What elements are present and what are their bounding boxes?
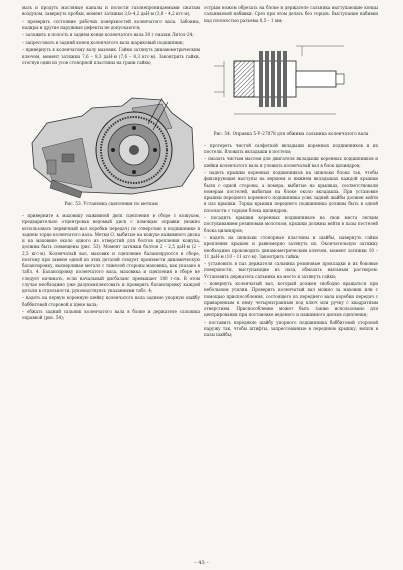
figure-53-engine-clutch bbox=[22, 68, 200, 200]
right-paragraph-6: – надеть на шпильки стопорные пластины и шайбы, навернуть гайки крепления крышек и равномерно затянуть их. Окончательную затяжку необходимо производить динамометрическим ключом, момент затяжки 10 – 11 даН·м (10 – 11 кгс·м). Законтрить гайки; bbox=[204, 235, 378, 259]
left-paragraph-5: – привернуть к коленчатому валу маховик. Гайки затянуть динамометрическим ключом, момент затяжки 7,6 – 8,3 даН·м (7,6 – 8,3 кгс·м). Законтрить гайки, отогнув один из усов стопорной пластины на грани гайки; bbox=[22, 47, 200, 65]
figure-54-caption: Рис. 54. Оправка 5-У-27878 для обжима сальника коленчатого вала bbox=[213, 131, 369, 137]
left-paragraph-3: – заложить в полость в заднем конце коленчатого вала 30 г смазки Литол-24; bbox=[22, 32, 194, 38]
right-paragraph-3: – смазать чистым маслом для двигателя вкладыши коренных подшипников и шейки коленчатого вала и уложить коленчатый вал в блок цилиндров; bbox=[204, 156, 378, 168]
right-paragraph-4: – надеть крышки коренных подшипников на шпильки блока так, чтобы фиксирующие выступы на верхнем и нижнем вкладышах каждой крышки были с одной стороны, а номера, выбитые на крышках, соответствовали номерам постелей, выбитым на блоке около вкладыша. При установке крышки переднего коренного подшипника усик задней шайбы должен войти в паз крышки. Торцы крышки переднего подшипника должны быть в одной плоскости с торцом блока цилиндров; bbox=[204, 170, 378, 213]
right-column bbox=[204, 5, 378, 340]
left-paragraph-6: – приверните к маховику нажимной диск сцепления в сборе с кожухом, предварительно отцентровав ведомый диск с помощью оправки (можно использовать первичный вал коробки передач) по отверстию в подшипнике в заднем торце коленчатого вала. Метки О, выбитые на кожухе нажимного диска и на маховике около одного из отверстий для болтов крепления кожуха, должны быть совмещены (рис. 53). Момент затяжки болтов 2 – 2,5 даН·м (2 – 2,5 кгс·м). Коленчатый вал, маховик и сцепление балансируются в сборе, поэтому при замене одной из этих деталей следует произвести динамическую балансировку, высверливая металл с тяжелой стороны маховика, как указано в табл. 4. Балансировку коленчатого вала, маховика и сцепления в сборе не следует начинать, если начальный дисбаланс превышает 180 г·см. В этом случае необходимо уже разукомплектовать и проверить балансировку каждой детали в отдельности, руководствуясь указанными табл. 4; bbox=[22, 213, 200, 293]
right-paragraph-5: – посадить крышки коренных подшипников на свои места легким постукиванием резиновым молотком, крышки должны войти в пазы постелей блока цилиндров; bbox=[204, 215, 378, 233]
right-paragraph-8: – повернуть коленчатый вал, который должен свободно вращаться при небольшом усилии. Проверить коленчатый вал можно за маховик или с помощью приспособления, состоящего из переднего вала коробки передач с приваренным к нему четырехгранным под ключ или ручку с квадратным отверстием. Приспособление может быть также использовано для центрирования при постановке ведомого и нажимного дисков сцепления; bbox=[204, 281, 378, 318]
engine-illustration bbox=[22, 68, 200, 200]
left-paragraph-8: – обжать задний сальник коленчатого вала в блоке и держателе сальника оправкой (рис. 54); bbox=[22, 309, 200, 321]
right-paragraph-2: – протереть чистой салфеткой вкладыши коренных подшипников и их постели. Вложить вкладыши в постели; bbox=[204, 142, 378, 154]
left-paragraph-4: – запрессовать в задний конец коленчатого вала шариковый подшипник; bbox=[22, 39, 184, 45]
figure-54-mandrel bbox=[204, 26, 378, 130]
left-paragraph-1: мать и продуть масляные каналы и полости газонепроницаемыми сжатым воздухом, завернуть пробки, момент затяжки 3,8–4,2 даН·м (3,8 – 4,2 кгс·м); bbox=[22, 5, 200, 17]
left-column bbox=[22, 5, 200, 323]
mandrel-drawing bbox=[204, 26, 378, 130]
left-paragraph-2: – проверить состояние рабочих поверхностей коленчатого вала. Забоины, надиры и другие наружные дефекты не допускаются; bbox=[22, 18, 200, 30]
right-paragraph-1: острым ножом обрезать на блоке и держателе сальника выступающие концы сальниковой набивки. Срез при этом делать без торцов. Выступание набивки над плоскостью разъема 0,5 – 1 мм; bbox=[204, 5, 378, 23]
figure-53-caption: Рис. 53. Установка сцепления по меткам bbox=[64, 202, 158, 207]
right-paragraph-7: – установить в паз держателя сальника резиновые прокладки и их боковые поверхности, выступающие из паза, обмазать мыльным раствором. Установить держатель сальника на место и затянуть гайки; bbox=[204, 261, 378, 279]
left-paragraph-7: – надеть на первую коренную шейку коленчатого вала заднюю упорную шайбу баббитовой стороной к щеке вала; bbox=[22, 295, 200, 307]
page-number: – 43 – bbox=[194, 560, 209, 566]
right-paragraph-9: – поставить переднюю шайбу упорного подшипника баббитовой стороной наружу так, чтобы штифты, запрессованные в переднюю крышку, вошли в пазы шайбы; bbox=[204, 319, 378, 338]
